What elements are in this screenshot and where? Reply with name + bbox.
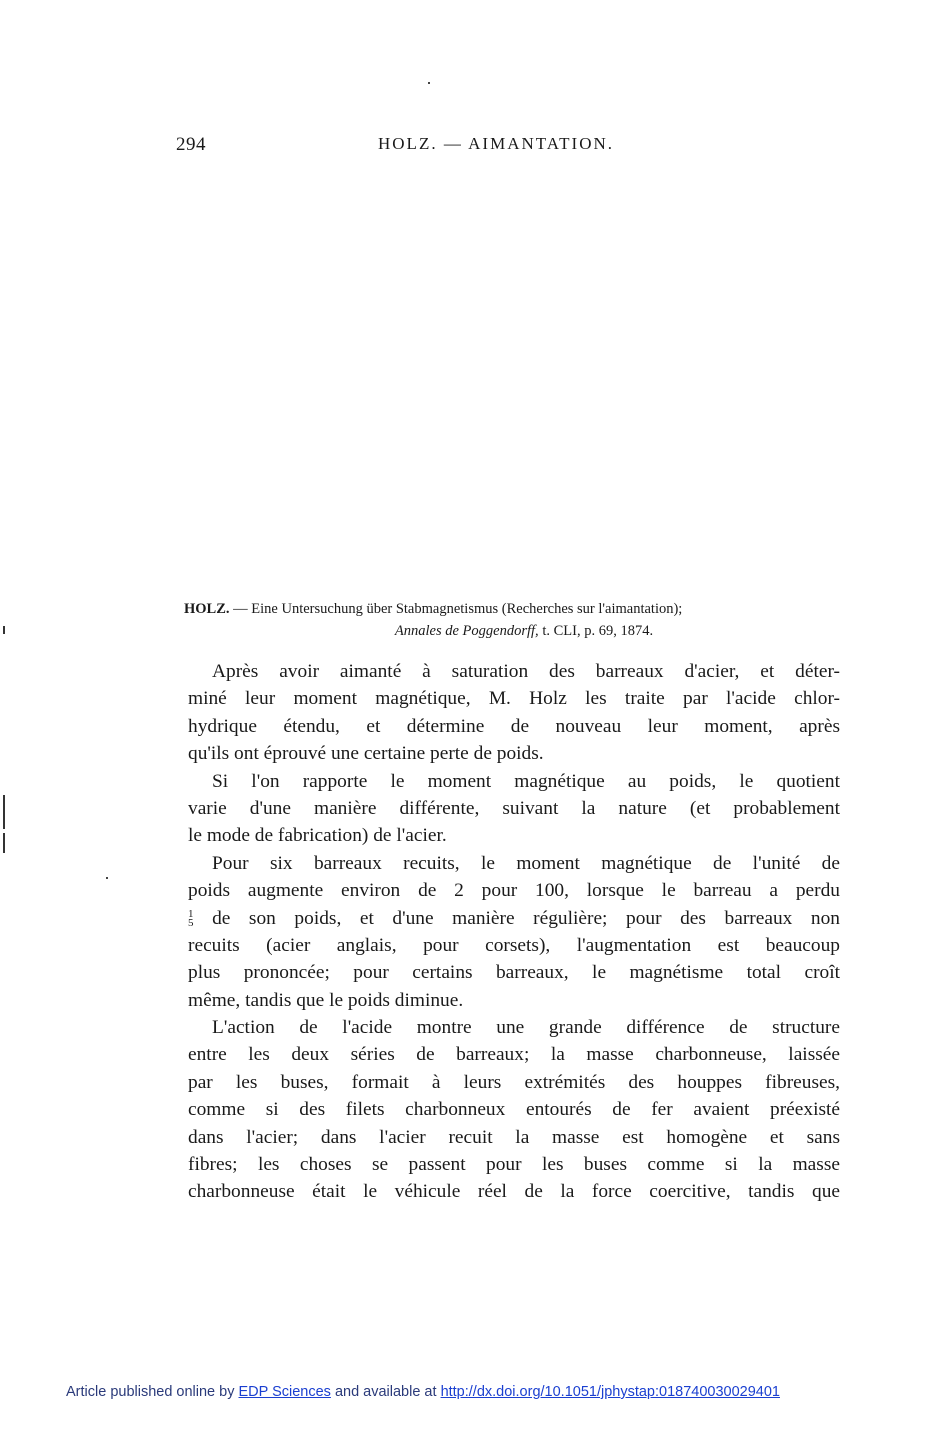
text-line: plus prononcée; pour certains barreaux, le magnétisme total croît [188,962,840,984]
reference-journal: Annales de Poggendorff, [394,623,539,639]
scan-margin-mark [3,795,5,829]
footer-middle: and available at [330,1384,441,1400]
publication-footer [66,1384,780,1400]
reference-details: t. CLI, p. 69, 1874. [538,623,654,639]
paragraph-4 [188,1014,840,1206]
reference-author: HOLZ. [184,601,230,617]
text-line: Si l'on rapporte le moment magnétique au poids, le quotient [212,770,840,792]
scan-speck [428,82,430,84]
text-line: charbonneuse était le véhicule réel de la force coercitive, tandis que [188,1181,840,1203]
text-line: fibres; les choses se passent pour les buses comme si la masse [188,1154,840,1176]
article-body [188,658,840,1206]
text-line: Pour six barreaux recuits, le moment magnétique de l'unité de [212,852,840,874]
text-line: varie d'une manière différente, suivant la nature (et probablement [188,797,840,819]
text-line-rest: de son poids, et d'une manière régulière; pour des barreaux non [212,907,840,929]
doi-link[interactable]: http://dx.doi.org/10.1051/jphystap:018740030029401 [440,1384,780,1400]
scan-margin-mark [3,833,5,853]
scan-margin-mark [3,626,5,634]
page-number: 294 [176,134,206,155]
publisher-link[interactable]: EDP Sciences [238,1384,331,1400]
text-line: le mode de fabrication) de l'acier. [188,825,447,847]
reference-line-2 [184,620,844,642]
text-line: recuits (acier anglais, pour corsets), l'augmentation est beaucoup [188,934,840,956]
text-line: comme si des filets charbonneux entourés de fer avaient préexisté [188,1099,840,1121]
reference-title: Eine Untersuchung über Stabmagnetismus (Recherches sur l'aimantation); [251,601,683,617]
text-line: même, tandis que le poids diminue. [188,989,464,1011]
text-line: miné leur moment magnétique, M. Holz les traite par l'acide chlor- [188,688,840,710]
text-line: qu'ils ont éprouvé une certaine perte de poids. [188,743,544,765]
paragraph-2 [188,768,840,850]
text-line-with-fraction [188,905,840,932]
running-title: HOLZ. — AIMANTATION. [378,134,615,153]
fraction-numerator: 1 [188,908,194,921]
text-line: hydrique étendu, et détermine de nouveau leur moment, après [188,715,840,737]
text-line: L'action de l'acide montre une grande différence de structure [212,1017,840,1039]
text-line: Après avoir aimanté à saturation des barreaux d'acier, et déter- [212,661,840,682]
text-line: dans l'acier; dans l'acier recuit la masse est homogène et sans [188,1126,840,1148]
text-line: par les buses, formait à leurs extrémités des houppes fibreuses, [188,1071,840,1093]
paragraph-3 [188,850,840,1014]
reference-dash: — [229,601,252,617]
paragraph-1 [188,658,840,768]
footer-prefix: Article published online by [66,1384,239,1400]
reference-line-1 [184,598,844,620]
bibliographic-reference [184,598,844,642]
scan-speck [106,877,108,879]
text-line: entre les deux séries de barreaux; la masse charbonneuse, laissée [188,1044,840,1066]
fraction-denominator: 5 [188,917,194,930]
fraction [188,910,194,928]
text-line: poids augmente environ de 2 pour 100, lorsque le barreau a perdu [188,880,840,902]
